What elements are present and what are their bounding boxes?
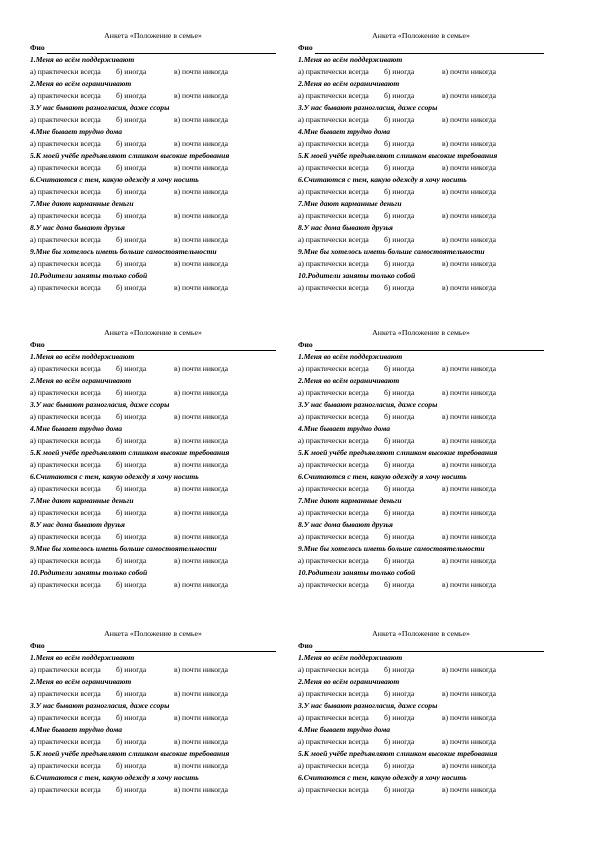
answer-option[interactable]: б) иногда [384,737,415,746]
answer-options [30,760,276,772]
answer-options [30,66,276,78]
answer-option[interactable]: а) практически всегда [30,91,101,100]
answer-option[interactable]: б) иногда [116,283,147,292]
answer-option[interactable]: а) практически всегда [30,67,101,76]
answer-option[interactable]: а) практически всегда [298,115,369,124]
answer-option[interactable]: б) иногда [116,436,147,445]
answer-option[interactable]: а) практически всегда [298,484,369,493]
question-text: 1.Меня во всём поддерживают [30,352,135,361]
answer-option[interactable]: б) иногда [116,259,147,268]
answer-options [30,483,276,495]
question-text: 2.Меня во всём ограничивают [298,677,400,686]
answer-option[interactable]: в) почти никогда [174,412,228,421]
answer-option[interactable]: а) практически всегда [298,713,369,722]
answer-option[interactable]: б) иногда [384,388,415,397]
questionnaire-form [298,30,544,294]
answer-options [298,90,544,102]
answer-option[interactable]: в) почти никогда [442,460,496,469]
question-text: 8.У нас дома бывают друзья [298,520,393,529]
answer-option[interactable]: в) почти никогда [174,785,228,794]
answer-option[interactable]: б) иногда [384,412,415,421]
answer-option[interactable]: б) иногда [116,67,147,76]
question-text: 7.Мне дают карманные деньги [298,199,402,208]
answer-option[interactable]: б) иногда [384,761,415,770]
questionnaire-form [30,30,276,294]
answer-option[interactable]: б) иногда [384,283,415,292]
answer-option[interactable]: а) практически всегда [298,364,369,373]
answer-options [30,555,276,567]
answer-options [298,555,544,567]
answer-option[interactable]: б) иногда [116,689,147,698]
answer-option[interactable]: в) почти никогда [174,689,228,698]
answer-option[interactable]: а) практически всегда [30,713,101,722]
answer-option[interactable]: в) почти никогда [442,508,496,517]
answer-option[interactable]: а) практически всегда [30,665,101,674]
answer-option[interactable]: б) иногда [384,689,415,698]
answer-option[interactable]: в) почти никогда [442,211,496,220]
fio-label: Фио [30,43,45,52]
answer-option[interactable]: а) практически всегда [30,163,101,172]
fio-label: Фио [30,641,45,650]
fio-input-line[interactable] [315,643,544,652]
answer-option[interactable]: б) иногда [384,211,415,220]
answer-option[interactable]: б) иногда [116,761,147,770]
answer-option[interactable]: б) иногда [116,508,147,517]
question-text: 3.У нас бывают разногласия, даже ссоры [30,103,170,112]
question-text: 5.К моей учёбе предъявляют слишком высокие требования [298,151,498,160]
question-text: 9.Мне бы хотелось иметь больше самостоятельности [298,544,485,553]
answer-option[interactable]: в) почти никогда [442,737,496,746]
question-text: 8.У нас дома бывают друзья [30,223,125,232]
answer-options [298,736,544,748]
answer-option[interactable]: б) иногда [116,532,147,541]
question-text: 1.Меня во всём поддерживают [30,653,135,662]
question-text: 3.У нас бывают разногласия, даже ссоры [298,103,438,112]
answer-option[interactable]: а) практически всегда [30,785,101,794]
answer-option[interactable]: в) почти никогда [442,713,496,722]
question-text: 5.К моей учёбе предъявляют слишком высокие требования [30,749,230,758]
answer-options [30,282,276,294]
answer-option[interactable]: в) почти никогда [174,67,228,76]
answer-option[interactable]: б) иногда [116,91,147,100]
answer-option[interactable]: б) иногда [384,235,415,244]
form-title: Анкета «Положение в семье» [104,31,202,40]
answer-option[interactable]: в) почти никогда [442,187,496,196]
question-text: 7.Мне дают карманные деньги [30,199,134,208]
answer-options [30,114,276,126]
answer-option[interactable]: в) почти никогда [174,460,228,469]
questionnaire-form [30,327,276,591]
answer-options [298,66,544,78]
form-title: Анкета «Положение в семье» [372,328,470,337]
answer-option[interactable]: в) почти никогда [174,761,228,770]
answer-option[interactable]: а) практически всегда [298,737,369,746]
fio-input-line[interactable] [47,643,276,652]
answer-options [30,712,276,724]
answer-option[interactable]: б) иногда [116,484,147,493]
answer-options [30,579,276,591]
answer-option[interactable]: в) почти никогда [442,436,496,445]
answer-options [30,258,276,270]
answer-option[interactable]: а) практически всегда [30,532,101,541]
answer-options [30,435,276,447]
question-text: 3.У нас бывают разногласия, даже ссоры [298,400,438,409]
answer-option[interactable]: в) почти никогда [174,436,228,445]
answer-options [298,760,544,772]
answer-option[interactable]: в) почти никогда [174,91,228,100]
answer-option[interactable]: а) практически всегда [30,412,101,421]
question-text: 10.Родители заняты только собой [298,271,416,280]
answer-option[interactable]: а) практически всегда [30,508,101,517]
answer-options [298,162,544,174]
answer-option[interactable]: в) почти никогда [442,67,496,76]
answer-options [30,363,276,375]
answer-options [30,531,276,543]
answer-option[interactable]: в) почти никогда [442,484,496,493]
answer-options [298,138,544,150]
question-text: 3.У нас бывают разногласия, даже ссоры [30,400,170,409]
answer-options [30,688,276,700]
answer-option[interactable]: в) почти никогда [174,115,228,124]
answer-option[interactable]: б) иногда [116,412,147,421]
answer-option[interactable]: а) практически всегда [30,259,101,268]
answer-options [30,162,276,174]
answer-option[interactable]: в) почти никогда [442,259,496,268]
answer-option[interactable]: б) иногда [384,436,415,445]
answer-option[interactable]: б) иногда [116,713,147,722]
answer-options [298,210,544,222]
question-text: 4.Мне бывает трудно дома [298,424,391,433]
answer-option[interactable]: б) иногда [384,665,415,674]
answer-option[interactable]: б) иногда [116,665,147,674]
question-text: 9.Мне бы хотелось иметь больше самостоятельности [30,544,217,553]
fio-field[interactable] [298,640,544,652]
question-text: 5.К моей учёбе предъявляют слишком высокие требования [298,749,498,758]
question-text: 9.Мне бы хотелось иметь больше самостоятельности [30,247,217,256]
answer-option[interactable]: в) почти никогда [442,139,496,148]
answer-option[interactable]: в) почти никогда [174,259,228,268]
answer-options [30,411,276,423]
answer-option[interactable]: а) практически всегда [30,283,101,292]
answer-option[interactable]: в) почти никогда [442,412,496,421]
answer-option[interactable]: в) почти никогда [442,364,496,373]
question-text: 1.Меня во всём поддерживают [298,653,403,662]
question-text: 9.Мне бы хотелось иметь больше самостоятельности [298,247,485,256]
answer-option[interactable]: а) практически всегда [298,211,369,220]
answer-option[interactable]: а) практически всегда [298,235,369,244]
answer-option[interactable]: в) почти никогда [174,187,228,196]
answer-option[interactable]: б) иногда [384,580,415,589]
answer-option[interactable]: б) иногда [384,508,415,517]
answer-option[interactable]: а) практически всегда [30,436,101,445]
answer-option[interactable]: в) почти никогда [442,91,496,100]
question-text: 2.Меня во всём ограничивают [298,79,400,88]
answer-option[interactable]: б) иногда [116,364,147,373]
question-text: 10.Родители заняты только собой [30,568,148,577]
answer-option[interactable]: б) иногда [384,532,415,541]
fio-input-line[interactable] [47,342,276,351]
question-text: 5.К моей учёбе предъявляют слишком высокие требования [30,151,230,160]
answer-option[interactable]: а) практически всегда [298,187,369,196]
question-text: 8.У нас дома бывают друзья [30,520,125,529]
answer-option[interactable]: а) практически всегда [30,364,101,373]
form-title: Анкета «Положение в семье» [372,31,470,40]
fio-label: Фио [298,641,313,650]
answer-option[interactable]: а) практически всегда [298,580,369,589]
question-text: 10.Родители заняты только собой [30,271,148,280]
answer-option[interactable]: в) почти никогда [174,580,228,589]
answer-option[interactable]: б) иногда [384,259,415,268]
answer-option[interactable]: а) практически всегда [298,388,369,397]
answer-options [30,664,276,676]
answer-option[interactable]: б) иногда [384,67,415,76]
answer-option[interactable]: в) почти никогда [174,388,228,397]
answer-option[interactable]: а) практически всегда [298,532,369,541]
answer-options [30,459,276,471]
answer-option[interactable]: а) практически всегда [298,665,369,674]
answer-options [298,282,544,294]
fio-field[interactable] [30,42,276,54]
answer-option[interactable]: б) иногда [116,737,147,746]
answer-options [30,507,276,519]
question-text: 2.Меня во всём ограничивают [298,376,400,385]
answer-option[interactable]: б) иногда [384,91,415,100]
answer-options [298,459,544,471]
question-text: 8.У нас дома бывают друзья [298,223,393,232]
answer-option[interactable]: б) иногда [116,139,147,148]
answer-option[interactable]: а) практически всегда [30,211,101,220]
answer-options [298,234,544,246]
answer-option[interactable]: а) практически всегда [30,139,101,148]
answer-option[interactable]: б) иногда [116,235,147,244]
answer-option[interactable]: в) почти никогда [174,364,228,373]
answer-option[interactable]: б) иногда [116,211,147,220]
answer-option[interactable]: а) практически всегда [30,580,101,589]
answer-options [298,483,544,495]
answer-option[interactable]: б) иногда [384,364,415,373]
fio-input-line[interactable] [315,342,544,351]
answer-option[interactable]: а) практически всегда [298,163,369,172]
form-title: Анкета «Положение в семье» [104,328,202,337]
answer-option[interactable]: в) почти никогда [174,235,228,244]
question-text: 6.Считаются с тем, какую одежду я хочу носить [298,773,467,782]
answer-options [298,784,544,796]
answer-option[interactable]: в) почти никогда [442,163,496,172]
question-text: 4.Мне бывает трудно дома [30,127,123,136]
question-text: 2.Меня во всём ограничивают [30,79,132,88]
answer-option[interactable]: в) почти никогда [174,283,228,292]
answer-options [298,363,544,375]
fio-input-line[interactable] [315,45,544,54]
answer-options [298,435,544,447]
answer-option[interactable]: в) почти никогда [442,115,496,124]
answer-option[interactable]: а) практически всегда [30,689,101,698]
answer-options [298,114,544,126]
answer-options [298,186,544,198]
answer-option[interactable]: б) иногда [384,163,415,172]
question-text: 6.Считаются с тем, какую одежду я хочу носить [30,472,199,481]
answer-option[interactable]: в) почти никогда [174,713,228,722]
fio-field[interactable] [298,42,544,54]
question-text: 4.Мне бывает трудно дома [30,424,123,433]
answer-options [30,736,276,748]
answer-option[interactable]: в) почти никогда [442,580,496,589]
answer-options [298,688,544,700]
question-text: 1.Меня во всём поддерживают [298,352,403,361]
answer-options [298,411,544,423]
answer-options [298,258,544,270]
answer-option[interactable]: б) иногда [384,187,415,196]
answer-option[interactable]: а) практически всегда [30,556,101,565]
answer-option[interactable]: в) почти никогда [442,785,496,794]
answer-option[interactable]: в) почти никогда [174,211,228,220]
form-title: Анкета «Положение в семье» [104,629,202,638]
answer-option[interactable]: а) практически всегда [298,283,369,292]
answer-option[interactable]: а) практически всегда [298,67,369,76]
answer-option[interactable]: б) иногда [384,556,415,565]
answer-option[interactable]: б) иногда [384,785,415,794]
question-text: 1.Меня во всём поддерживают [30,55,135,64]
answer-option[interactable]: б) иногда [116,388,147,397]
question-text: 4.Мне бывает трудно дома [298,725,391,734]
answer-options [298,531,544,543]
answer-option[interactable]: в) почти никогда [174,556,228,565]
questionnaire-form [30,628,276,796]
answer-option[interactable]: а) практически всегда [298,785,369,794]
answer-options [298,664,544,676]
answer-option[interactable]: в) почти никогда [442,689,496,698]
form-title: Анкета «Положение в семье» [372,629,470,638]
answer-option[interactable]: в) почти никогда [174,163,228,172]
answer-options [298,712,544,724]
fio-label: Фио [298,340,313,349]
answer-option[interactable]: а) практически всегда [298,761,369,770]
answer-options [298,387,544,399]
question-text: 7.Мне дают карманные деньги [298,496,402,505]
question-text: 6.Считаются с тем, какую одежду я хочу носить [30,175,199,184]
answer-option[interactable]: б) иногда [116,187,147,196]
answer-option[interactable]: б) иногда [116,580,147,589]
answer-option[interactable]: а) практически всегда [30,460,101,469]
answer-option[interactable]: б) иногда [384,460,415,469]
answer-option[interactable]: в) почти никогда [442,665,496,674]
question-text: 7.Мне дают карманные деньги [30,496,134,505]
answer-options [30,387,276,399]
answer-option[interactable]: а) практически всегда [298,556,369,565]
answer-option[interactable]: б) иногда [384,139,415,148]
answer-option[interactable]: в) почти никогда [174,532,228,541]
answer-options [30,784,276,796]
question-text: 5.К моей учёбе предъявляют слишком высокие требования [30,448,230,457]
answer-option[interactable]: в) почти никогда [442,283,496,292]
answer-option[interactable]: а) практически всегда [298,689,369,698]
fio-label: Фио [30,340,45,349]
answer-option[interactable]: в) почти никогда [442,556,496,565]
answer-option[interactable]: в) почти никогда [174,665,228,674]
answer-option[interactable]: б) иногда [384,115,415,124]
question-text: 2.Меня во всём ограничивают [30,677,132,686]
answer-option[interactable]: а) практически всегда [30,761,101,770]
answer-option[interactable]: а) практически всегда [298,412,369,421]
questionnaire-form [298,628,544,796]
question-text: 6.Считаются с тем, какую одежду я хочу носить [298,472,467,481]
question-text: 6.Считаются с тем, какую одежду я хочу носить [30,773,199,782]
question-text: 2.Меня во всём ограничивают [30,376,132,385]
answer-options [298,579,544,591]
answer-option[interactable]: в) почти никогда [442,761,496,770]
answer-option[interactable]: б) иногда [384,713,415,722]
answer-option[interactable]: б) иногда [116,556,147,565]
question-text: 1.Меня во всём поддерживают [298,55,403,64]
answer-option[interactable]: а) практически всегда [298,508,369,517]
answer-options [30,90,276,102]
answer-option[interactable]: в) почти никогда [442,388,496,397]
answer-option[interactable]: б) иногда [116,785,147,794]
answer-option[interactable]: в) почти никогда [174,508,228,517]
answer-option[interactable]: а) практически всегда [298,91,369,100]
questionnaire-form [298,327,544,591]
answer-option[interactable]: а) практически всегда [30,484,101,493]
fio-field[interactable] [30,640,276,652]
answer-option[interactable]: в) почти никогда [442,532,496,541]
fio-field[interactable] [298,339,544,351]
answer-option[interactable]: а) практически всегда [30,737,101,746]
answer-options [30,138,276,150]
fio-label: Фио [298,43,313,52]
answer-option[interactable]: в) почти никогда [442,235,496,244]
question-text: 4.Мне бывает трудно дома [30,725,123,734]
answer-option[interactable]: в) почти никогда [174,737,228,746]
answer-option[interactable]: а) практически всегда [298,436,369,445]
question-text: 10.Родители заняты только собой [298,568,416,577]
question-text: 4.Мне бывает трудно дома [298,127,391,136]
answer-option[interactable]: а) практически всегда [298,460,369,469]
answer-option[interactable]: б) иногда [116,163,147,172]
answer-options [298,507,544,519]
question-text: 3.У нас бывают разногласия, даже ссоры [30,701,170,710]
answer-option[interactable]: а) практически всегда [298,259,369,268]
answer-option[interactable]: а) практически всегда [30,388,101,397]
question-text: 3.У нас бывают разногласия, даже ссоры [298,701,438,710]
answer-options [30,186,276,198]
question-text: 6.Считаются с тем, какую одежду я хочу носить [298,175,467,184]
answer-option[interactable]: а) практически всегда [298,139,369,148]
answer-option[interactable]: б) иногда [384,484,415,493]
answer-option[interactable]: б) иногда [116,460,147,469]
fio-field[interactable] [30,339,276,351]
answer-option[interactable]: а) практически всегда [30,115,101,124]
answer-option[interactable]: в) почти никогда [174,139,228,148]
answer-options [30,210,276,222]
question-text: 5.К моей учёбе предъявляют слишком высокие требования [298,448,498,457]
answer-option[interactable]: б) иногда [116,115,147,124]
fio-input-line[interactable] [47,45,276,54]
answer-option[interactable]: а) практически всегда [30,187,101,196]
answer-option[interactable]: а) практически всегда [30,235,101,244]
answer-options [30,234,276,246]
answer-option[interactable]: в) почти никогда [174,484,228,493]
